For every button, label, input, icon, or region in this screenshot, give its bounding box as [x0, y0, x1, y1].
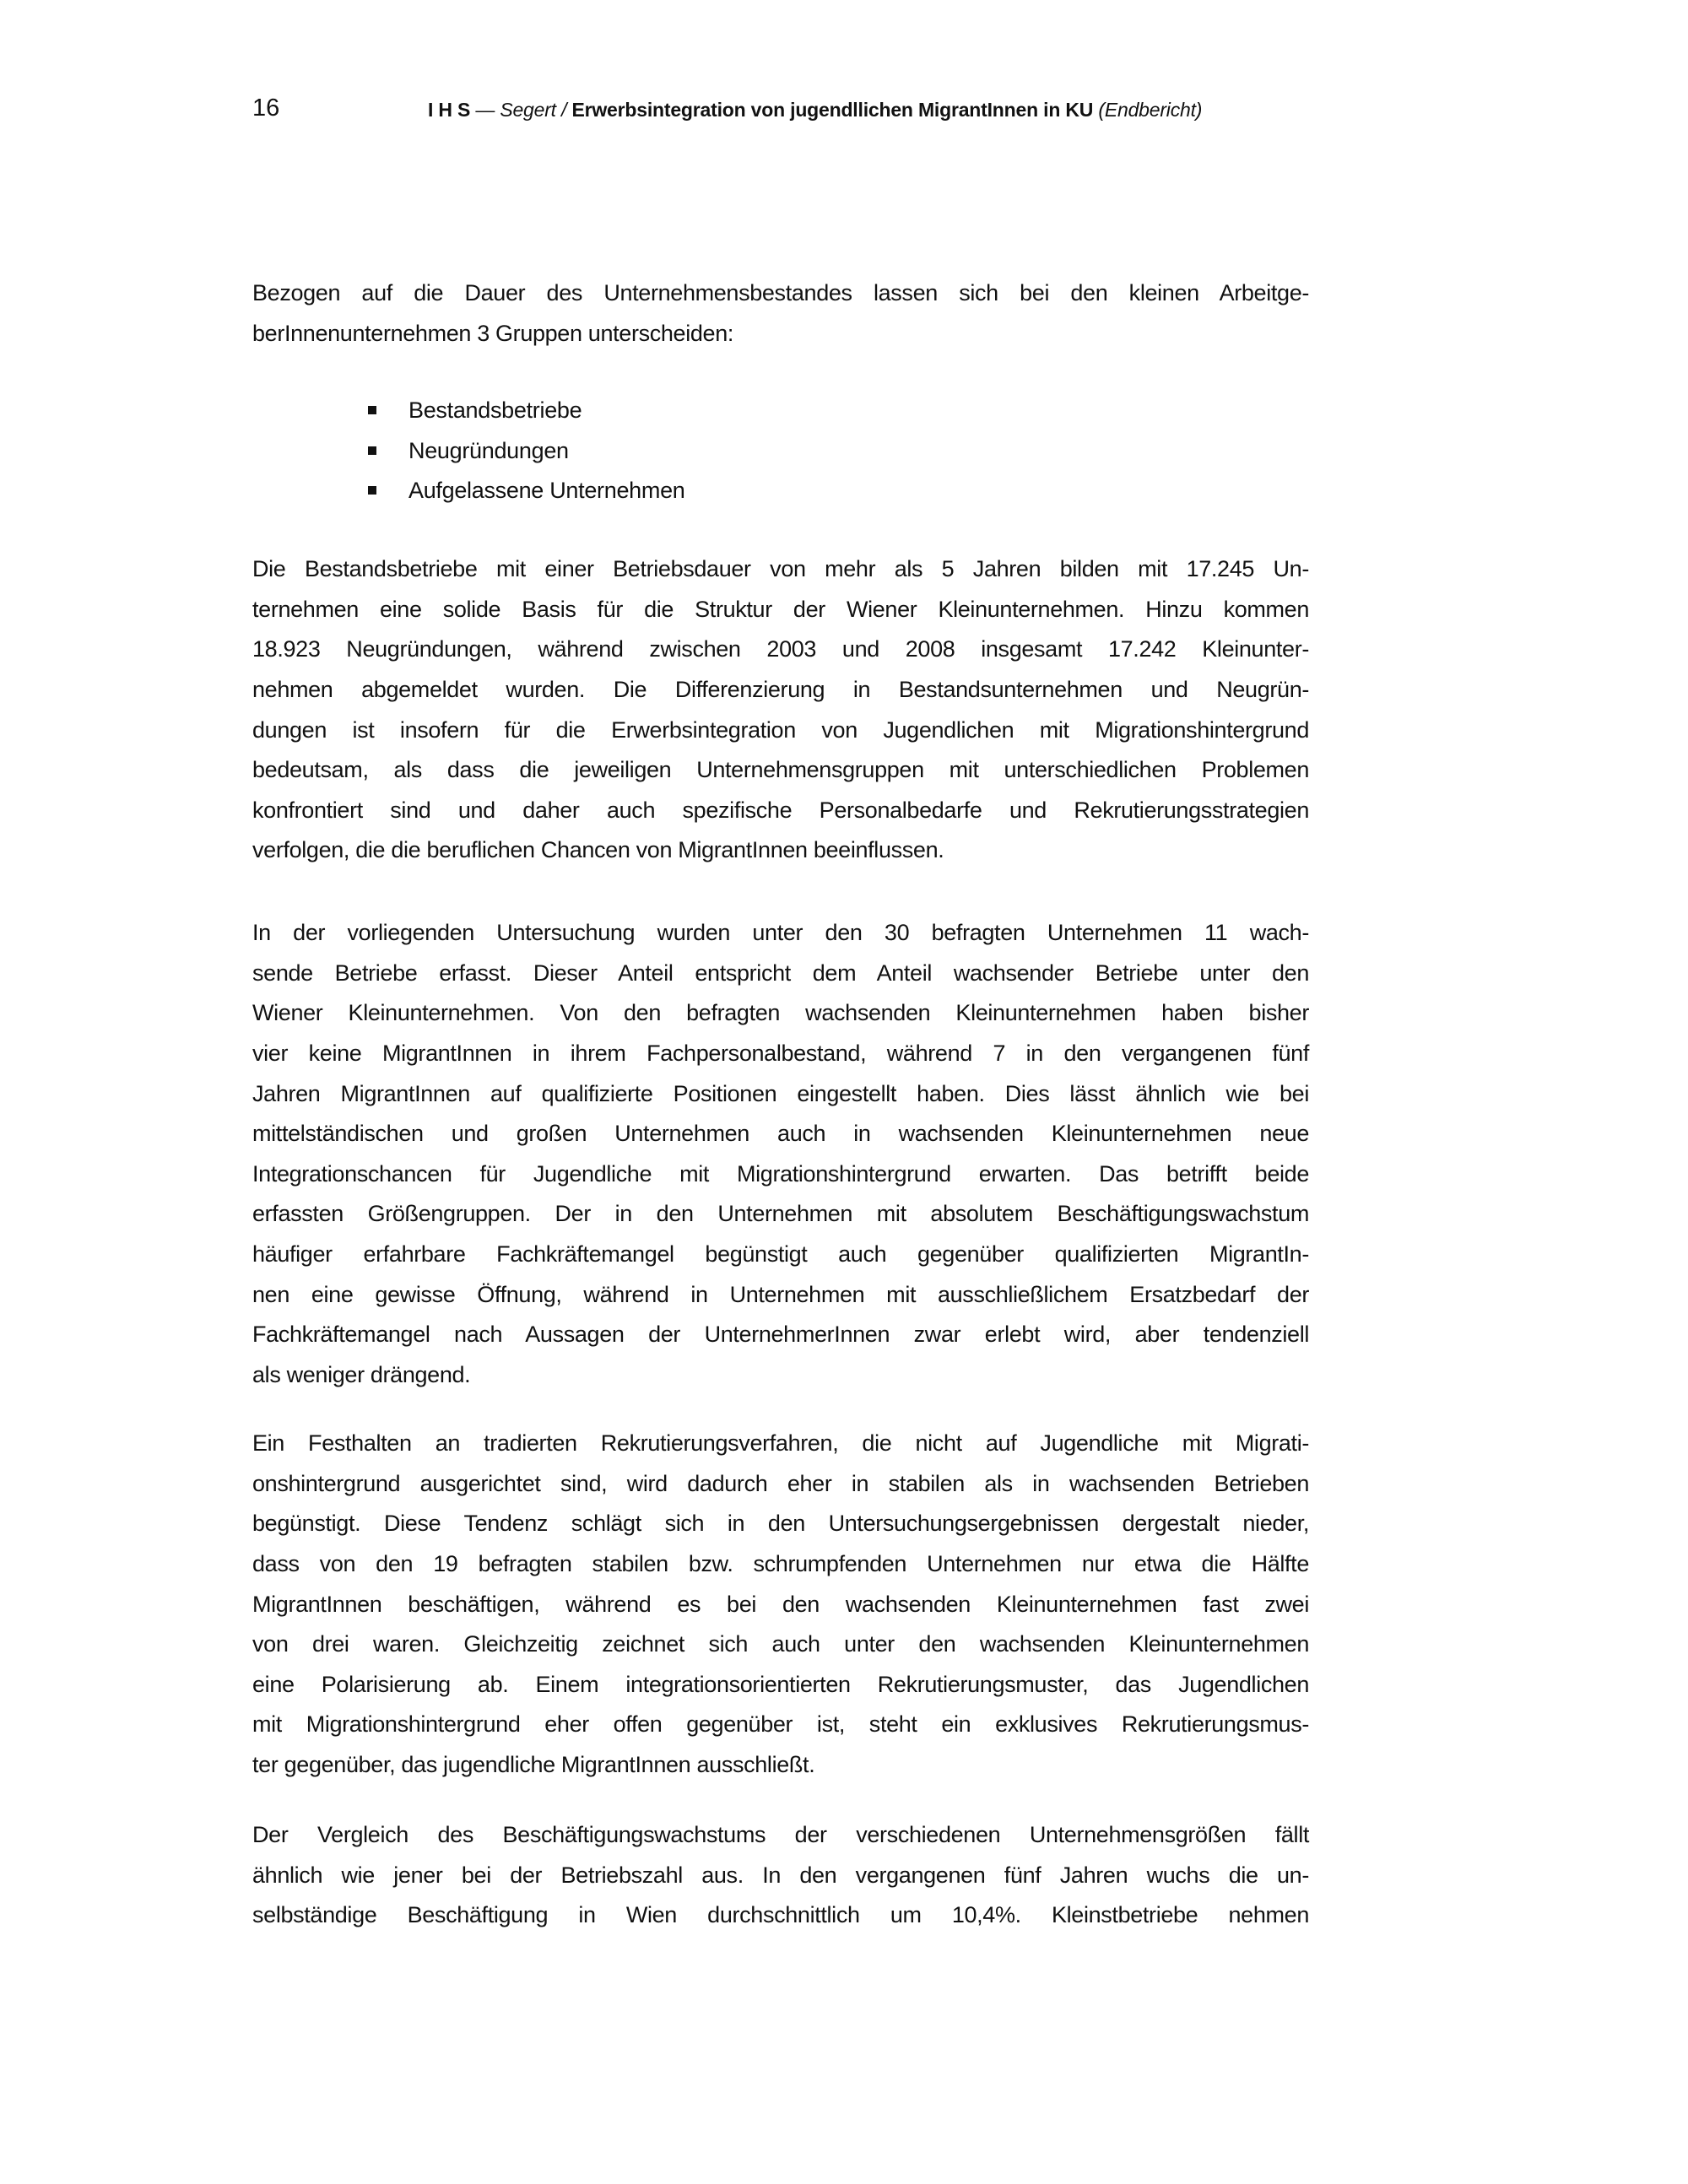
paragraph-3-line: sende Betriebe erfasst. Dieser Anteil entspricht dem Anteil wachsender Betriebe unter den [252, 960, 1309, 986]
square-bullet-icon [368, 486, 376, 495]
paragraph-4-line: eine Polarisierung ab. Einem integrationsorientierten Rekrutierungsmuster, das Jugendlichen [252, 1671, 1309, 1697]
paragraph-3-line: Wiener Kleinunternehmen. Von den befragten wachsenden Kleinunternehmen haben bisher [252, 1000, 1309, 1026]
list-item-label: Neugründungen [408, 437, 569, 463]
paragraph-3-line: häufiger erfahrbare Fachkräftemangel begünstigt auch gegenüber qualifizierten MigrantIn- [252, 1241, 1309, 1267]
paragraph-2-line: 18.923 Neugründungen, während zwischen 2003 und 2008 insgesamt 17.242 Kleinunter- [252, 636, 1309, 662]
paragraph-2-line: dungen ist insofern für die Erwerbsintegration von Jugendlichen mit Migrationshintergrund [252, 716, 1309, 743]
page-number: 16 [252, 95, 280, 122]
square-bullet-icon [368, 446, 376, 455]
header-institute: I H S [428, 99, 471, 121]
paragraph-3-line: als weniger drängend. [252, 1361, 471, 1387]
header-dash: — [470, 99, 500, 121]
paragraph-2-line: bedeutsam, als dass die jeweiligen Unternehmensgruppen mit unterschiedlichen Problemen [252, 757, 1309, 783]
paragraph-5-line: ähnlich wie jener bei der Betriebszahl aus. In den vergangenen fünf Jahren wuchs die un- [252, 1862, 1309, 1888]
paragraph-5-line: selbständige Beschäftigung in Wien durchschnittlich um 10,4%. Kleinstbetriebe nehmen [252, 1902, 1309, 1928]
paragraph-1-line: berInnenunternehmen 3 Gruppen unterscheiden: [252, 320, 734, 346]
paragraph-4-line: MigrantInnen beschäftigen, während es bei den wachsenden Kleinunternehmen fast zwei [252, 1591, 1309, 1617]
list-item-label: Bestandsbetriebe [408, 397, 582, 424]
list-item [368, 431, 569, 472]
list-item [368, 471, 685, 511]
paragraph-2-line: konfrontiert sind und daher auch spezifische Personalbedarfe und Rekrutierungsstrategien [252, 797, 1309, 823]
paragraph-4-line: ter gegenüber, das jugendliche MigrantInnen ausschließt. [252, 1752, 815, 1777]
paragraph-4-line: Ein Festhalten an tradierten Rekrutierungsverfahren, die nicht auf Jugendliche mit Migrati- [252, 1430, 1309, 1457]
header-title: Erwerbsintegration von jugendllichen MigrantInnen in KU [571, 99, 1094, 121]
paragraph-5-line: Der Vergleich des Beschäftigungswachstums der verschiedenen Unternehmensgrößen fällt [252, 1822, 1309, 1848]
paragraph-3-line: Fachkräftemangel nach Aussagen der UnternehmerInnen zwar erlebt wird, aber tendenziell [252, 1322, 1309, 1348]
paragraph-2-line: ternehmen eine solide Basis für die Struktur der Wiener Kleinunternehmen. Hinzu kommen [252, 596, 1309, 622]
header-slash: / [555, 99, 572, 121]
square-bullet-icon [368, 406, 376, 414]
paragraph-3-line: Jahren MigrantInnen auf qualifizierte Positionen eingestellt haben. Dies lässt ähnlich wie bei [252, 1080, 1309, 1106]
list-item-label: Aufgelassene Unternehmen [408, 478, 685, 504]
paragraph-3-line: In der vorliegenden Untersuchung wurden unter den 30 befragten Unternehmen 11 wach- [252, 920, 1309, 946]
paragraph-3-line: nen eine gewisse Öffnung, während in Unternehmen mit ausschließlichem Ersatzbedarf der [252, 1281, 1309, 1307]
paragraph-4-line: dass von den 19 befragten stabilen bzw. schrumpfenden Unternehmen nur etwa die Hälfte [252, 1551, 1309, 1576]
running-header [428, 99, 1202, 122]
list-item [368, 391, 582, 431]
paragraph-4-line: von drei waren. Gleichzeitig zeichnet sich auch unter den wachsenden Kleinunternehmen [252, 1631, 1309, 1657]
paragraph-2-line: verfolgen, die die beruflichen Chancen von MigrantInnen beeinflussen. [252, 837, 944, 863]
paragraph-3-line: erfassten Größengruppen. Der in den Unternehmen mit absolutem Beschäftigungswachstum [252, 1201, 1309, 1227]
paragraph-4-line: mit Migrationshintergrund eher offen gegenüber ist, steht ein exklusives Rekrutierungsmus- [252, 1711, 1309, 1738]
paragraph-3-line: Integrationschancen für Jugendliche mit Migrationshintergrund erwarten. Das betrifft beide [252, 1160, 1309, 1187]
header-subtitle: (Endbericht) [1093, 99, 1203, 121]
paragraph-1-line: Bezogen auf die Dauer des Unternehmensbestandes lassen sich bei den kleinen Arbeitge- [252, 280, 1309, 306]
paragraph-3-line: vier keine MigrantInnen in ihrem Fachpersonalbestand, während 7 in den vergangenen fünf [252, 1041, 1309, 1066]
paragraph-4-line: begünstigt. Diese Tendenz schlägt sich in den Untersuchungsergebnissen dergestalt nieder, [252, 1511, 1309, 1537]
paragraph-2-line: Die Bestandsbetriebe mit einer Betriebsdauer von mehr als 5 Jahren bilden mit 17.245 Un- [252, 556, 1309, 582]
header-author: Segert [500, 99, 556, 121]
paragraph-3-line: mittelständischen und großen Unternehmen auch in wachsenden Kleinunternehmen neue [252, 1121, 1309, 1147]
paragraph-2-line: nehmen abgemeldet wurden. Die Differenzierung in Bestandsunternehmen und Neugrün- [252, 677, 1309, 702]
paragraph-4-line: onshintergrund ausgerichtet sind, wird dadurch eher in stabilen als in wachsenden Betrieben [252, 1470, 1309, 1496]
